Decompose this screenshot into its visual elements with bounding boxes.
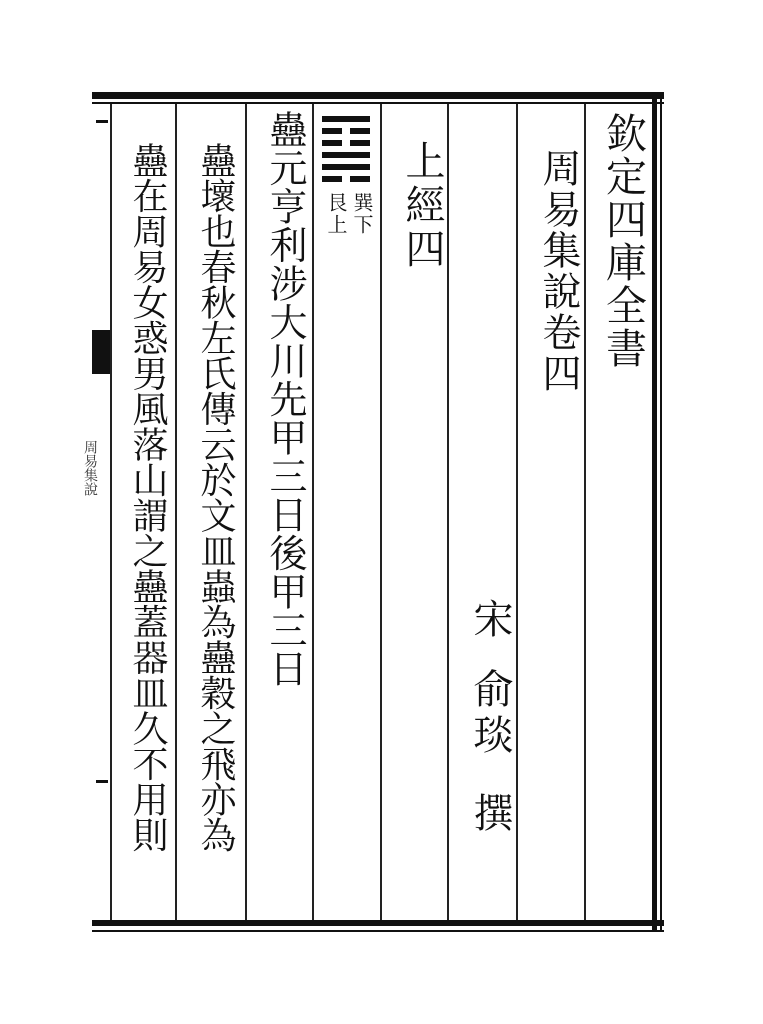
section-label: 上經四 bbox=[399, 140, 445, 272]
frame-right-inner-border bbox=[660, 92, 662, 932]
spine-title: 周易集說 bbox=[82, 440, 98, 496]
fold-mark bbox=[96, 120, 108, 123]
column-rule bbox=[245, 104, 247, 920]
fold-mark-block bbox=[92, 330, 110, 374]
book-title: 欽定四庫全書 bbox=[599, 112, 647, 370]
fold-mark bbox=[96, 780, 108, 783]
author-role: 撰 bbox=[467, 792, 513, 832]
column-rule bbox=[380, 104, 382, 920]
volume-title: 周易集說卷四 bbox=[536, 148, 581, 394]
author-name: 俞琰 bbox=[467, 668, 513, 760]
column-rule bbox=[175, 104, 177, 920]
hexagram-symbol bbox=[320, 112, 372, 184]
text-line-3: 蠱在周易女惑男風落山謂之蠱蓋器皿久不用則 bbox=[127, 142, 168, 852]
frame-bottom-border bbox=[92, 920, 664, 926]
hexagram-lower-trigram: 巽下 bbox=[350, 192, 374, 236]
frame-top-border bbox=[92, 92, 664, 99]
text-line-2: 蠱壞也春秋左氏傳云於文皿蟲為蠱穀之飛亦為 bbox=[195, 142, 236, 852]
frame-top-inner-border bbox=[92, 102, 664, 104]
author-dynasty: 宋 bbox=[467, 598, 513, 638]
frame-bottom-inner-border bbox=[92, 930, 664, 932]
column-rule bbox=[110, 104, 112, 920]
text-line-1: 蠱元亨利涉大川先甲三日後甲三日 bbox=[263, 110, 307, 688]
hexagram-upper-trigram: 艮上 bbox=[324, 192, 348, 236]
